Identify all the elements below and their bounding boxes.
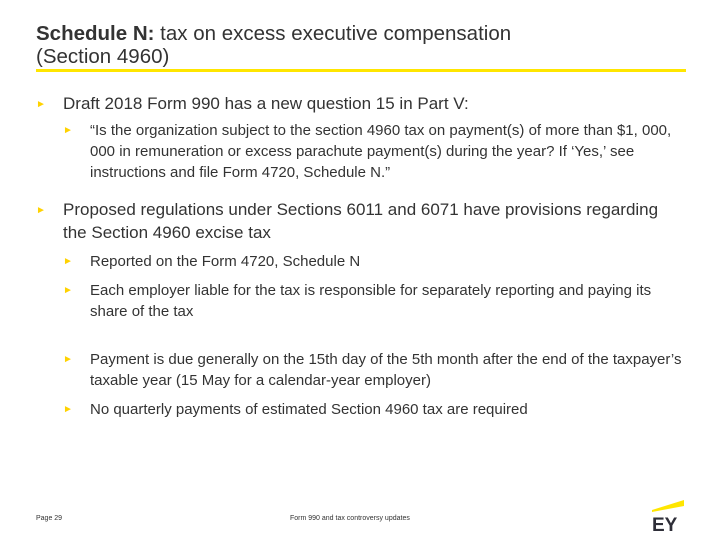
bullet-arrow-icon: ►: [63, 285, 73, 296]
title-line2: (Section 4960): [36, 45, 170, 68]
title-strong: Schedule N:: [36, 22, 155, 45]
title-underline: [36, 69, 686, 72]
bullet-2-sub-4: No quarterly payments of estimated Section 4960 tax are required: [90, 401, 528, 418]
bullet-1: Draft 2018 Form 990 has a new question 15 in Part V:: [63, 94, 469, 113]
page-number: Page 29: [36, 515, 63, 522]
bullet-arrow-icon: ►: [36, 205, 46, 216]
bullet-arrow-icon: ►: [63, 354, 73, 365]
bullet-2-sub-2: Each employer liable for the tax is responsible for separately reporting and paying its share of the tax: [90, 282, 652, 320]
footer-title: Form 990 and tax controversy updates: [290, 515, 410, 522]
bullet-arrow-icon: ►: [63, 256, 73, 267]
title-rest: tax on excess executive compensation: [154, 22, 512, 45]
ey-logo-icon: [650, 498, 686, 532]
bullet-2-sub-3: Payment is due generally on the 15th day of the 5th month after the end of the taxpayer’s taxable year (15 May for a calendar-year employer): [90, 351, 682, 389]
bullet-2-sub-1: Reported on the Form 4720, Schedule N: [90, 253, 361, 270]
bullet-arrow-icon: ►: [63, 404, 73, 415]
bullet-arrow-icon: ►: [63, 125, 73, 136]
bullet-2: Proposed regulations under Sections 6011 and 6071 have provisions regarding the Section 4960 excise tax: [63, 200, 659, 242]
bullet-arrow-icon: ►: [36, 99, 46, 110]
bullet-1-sub-1: “Is the organization subject to the section 4960 tax on payment(s) of more than $1, 000, 000 in remuneration or excess parachute payment(s) during the year? If ‘Yes,’ see instructions and file Form 4720, Schedule N.”: [90, 122, 672, 181]
page-title: [36, 22, 686, 68]
logo-text: EY: [652, 515, 678, 532]
